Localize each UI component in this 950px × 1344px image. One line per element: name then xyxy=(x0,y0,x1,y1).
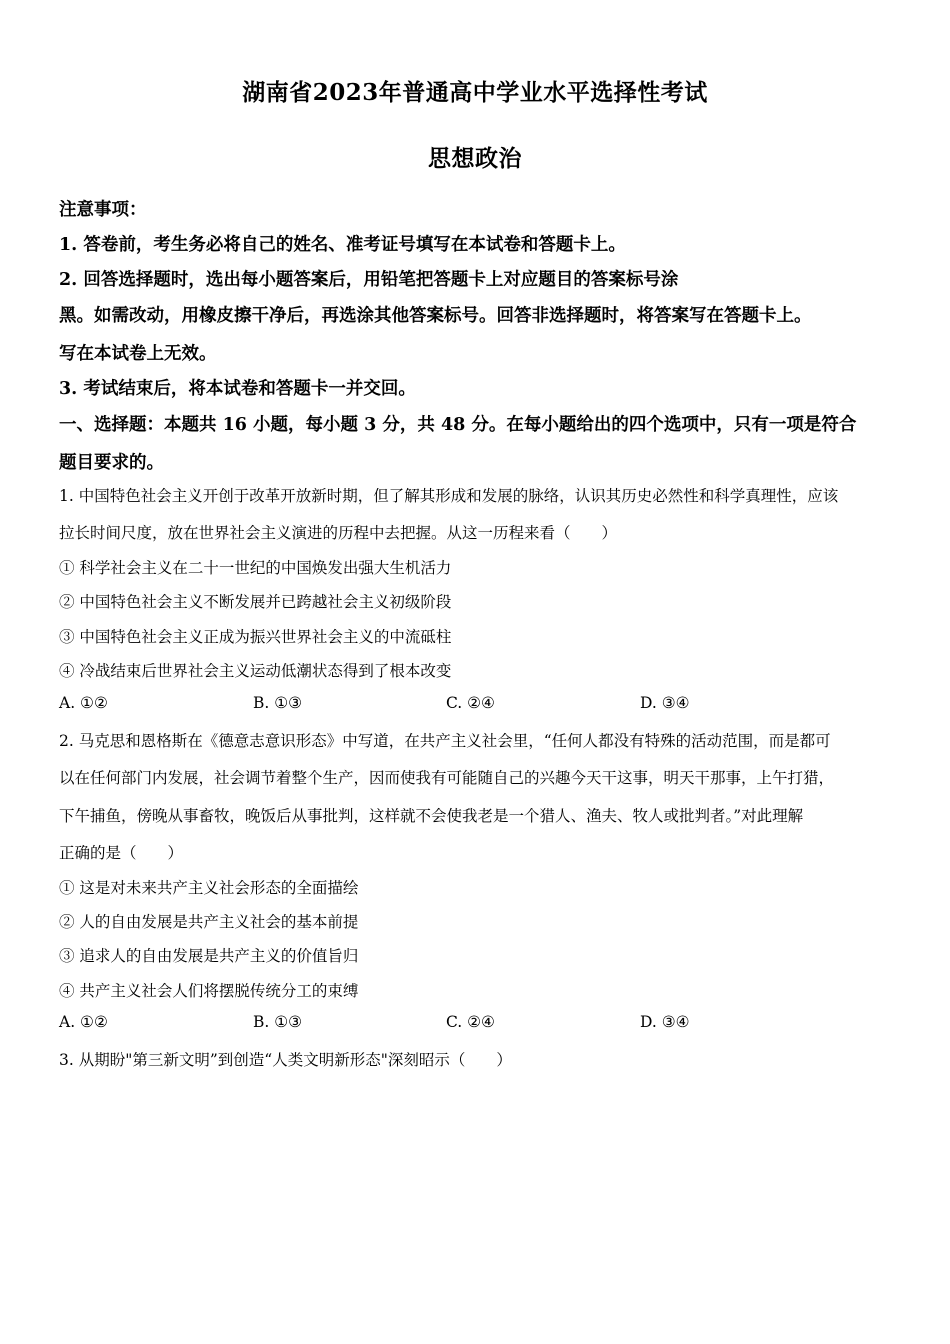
notice-heading: 注意事项： xyxy=(59,200,147,220)
question-stem-line: 正确的是（ ） xyxy=(59,844,184,862)
question-stem-line: 拉长时间尺度，放在世界社会主义演进的历程中去把握。从这一历程来看（ ） xyxy=(59,524,618,542)
option-a: A. ①② xyxy=(59,694,108,712)
section-heading-line-2: 题目要求的。 xyxy=(59,453,164,473)
statement-item: ③ 中国特色社会主义正成为振兴世界社会主义的中流砥柱 xyxy=(59,628,452,646)
statement-item: ② 中国特色社会主义不断发展并已跨越社会主义初级阶段 xyxy=(59,593,452,611)
section-heading-line-1: 一、选择题：本题共 16 小题，每小题 3 分，共 48 分。在每小题给出的四个选项中，只有一项是符合 xyxy=(59,415,857,435)
option-d: D. ③④ xyxy=(640,1013,690,1031)
option-c: C. ②④ xyxy=(446,1013,495,1031)
option-d: D. ③④ xyxy=(640,694,690,712)
question-stem-line: 以在任何部门内发展，社会调节着整个生产，因而使我有可能随自己的兴趣今天干这事，明天干那事，上午打猎， xyxy=(59,769,835,787)
statement-item: ④ 共产主义社会人们将摆脱传统分工的束缚 xyxy=(59,982,359,1000)
question-stem-line: 3. 从期盼"第三新文明”到创造“人类文明新形态"深刻昭示（ ） xyxy=(59,1051,512,1069)
option-a: A. ①② xyxy=(59,1013,108,1031)
statement-item: ① 科学社会主义在二十一世纪的中国焕发出强大生机活力 xyxy=(59,559,452,577)
notice-item-1: 1. 答卷前，考生务必将自己的姓名、准考证号填写在本试卷和答题卡上。 xyxy=(59,235,626,255)
statement-item: ① 这是对未来共产主义社会形态的全面描绘 xyxy=(59,879,359,897)
question-stem-line: 2. 马克思和恩格斯在《德意志意识形态》中写道，在共产主义社会里，“任何人都没有特殊的活动范围，而是都可 xyxy=(59,732,831,750)
notice-item-3: 3. 考试结束后，将本试卷和答题卡一并交回。 xyxy=(59,379,416,399)
statement-item: ④ 冷战结束后世界社会主义运动低潮状态得到了根本改变 xyxy=(59,662,452,680)
question-stem-line: 1. 中国特色社会主义开创于改革开放新时期，但了解其形成和发展的脉络，认识其历史必然性和科学真理性，应该 xyxy=(59,487,839,505)
question-stem-line: 下午捕鱼，傍晚从事畜牧，晚饭后从事批判，这样就不会使我老是一个猎人、渔夫、牧人或批判者。”对此理解 xyxy=(59,807,804,825)
notice-item-2-line-1: 2. 回答选择题时，选出每小题答案后，用铅笔把答题卡上对应题目的答案标号涂 xyxy=(59,270,679,290)
exam-title: 湖南省2023年普通高中学业水平选择性考试 xyxy=(242,79,708,106)
option-c: C. ②④ xyxy=(446,694,495,712)
notice-item-2-line-2: 黑。如需改动，用橡皮擦干净后，再选涂其他答案标号。回答非选择题时，将答案写在答题卡上。 xyxy=(59,306,812,326)
option-b: B. ①③ xyxy=(253,694,303,712)
subject-title: 思想政治 xyxy=(428,145,522,172)
statement-item: ③ 追求人的自由发展是共产主义的价值旨归 xyxy=(59,947,359,965)
notice-item-2-line-3: 写在本试卷上无效。 xyxy=(59,344,217,364)
option-b: B. ①③ xyxy=(253,1013,303,1031)
statement-item: ② 人的自由发展是共产主义社会的基本前提 xyxy=(59,913,359,931)
